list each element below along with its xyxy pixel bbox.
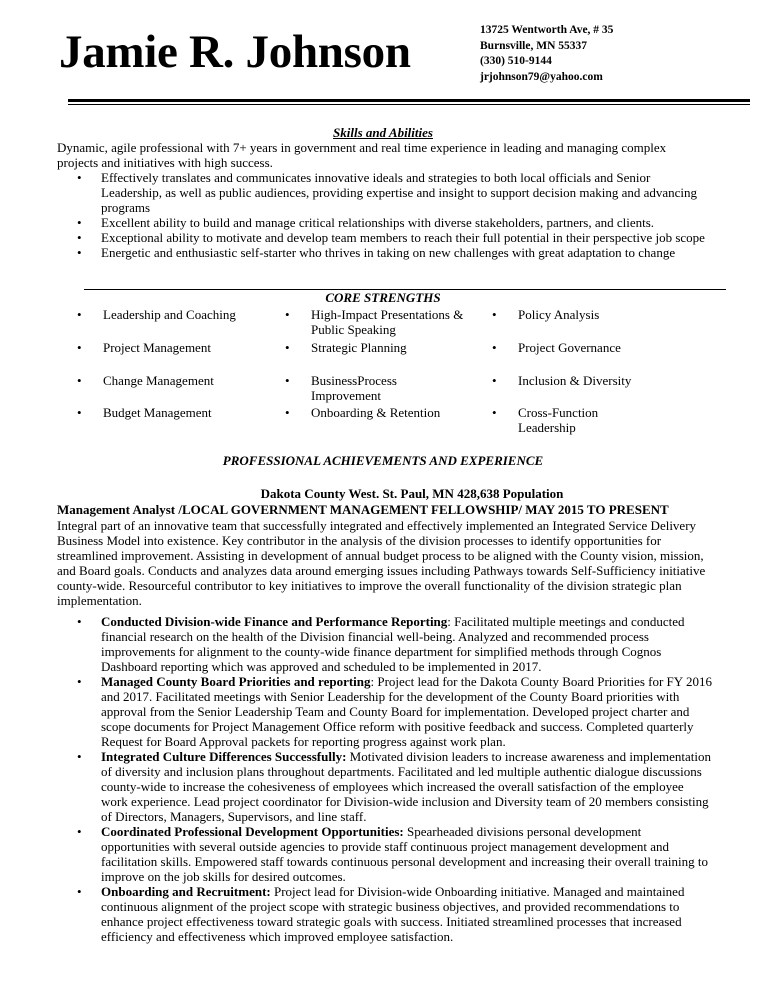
skills-title: Skills and Abilities <box>333 125 433 140</box>
achievement-lead: Integrated Culture Differences Successfully: <box>101 749 347 764</box>
achievement-text: Motivated division leaders to increase awareness and implementation of diversity and inclusion plans throughout departments. Facilitated and led multiple authentic dialogue discussions county-wide to increase the cohesiveness of employees which increased the overall satisfaction of the employee work experience. Lead project coordinator for Division-wide inclusion and Diversity team of 20 members consisting of Directors, Managers, Supervisors, and line staff. <box>101 749 712 824</box>
skills-bullet: • Excellent ability to build and manage critical relationships with diverse stakeholders, partners, and clients. <box>57 215 709 230</box>
header-rule-thick <box>68 99 750 102</box>
candidate-name: Jamie R. Johnson <box>59 26 411 78</box>
achievement-item <box>57 884 713 944</box>
achievements-list <box>57 614 713 944</box>
contact-email[interactable]: jrjohnson79@yahoo.com <box>480 70 603 83</box>
contact-city: Burnsville, MN 55337 <box>480 39 588 52</box>
achievement-item <box>57 749 713 824</box>
core-strengths-title: CORE STRENGTHS <box>325 290 441 305</box>
achievement-lead: Onboarding and Recruitment: <box>101 884 271 899</box>
achievement-item <box>57 674 713 749</box>
skills-section <box>57 125 709 260</box>
achievement-text: : Project lead for the Dakota County Board Priorities for FY 2016 and 2017. Facilitated meetings with Senior Leadership for the development of the County Board priorities with approval from the Senior Leadership Team and County Board for implementation. Developed project charter and scope documents for Project Management Office reform with positive feedback and success. Completed quarterly Request for Board Approval packets for reporting progress against work plan. <box>101 674 712 749</box>
resume-page: Jamie R. Johnson 13725 Wentworth Ave, # 35 Burnsville, MN 55337 (330) 510-9144 jrjohnson79@yahoo.com Skills and Abilities Dynamic, agile professional with 7+ years in government and real time experience in leading and managing complex projects and initiatives with high success. • Effectively translates and communicates innovative ideals and strategies to both local officials and Senior Leadership, as well as public audiences, providing expertise and insight to support decision making and advancing programs • Excellent ability to build and manage critical relationships with diverse stakeholders, partners, and clients. • Exceptional ability to motivate and develop team members to reach their full potential in their perspective job scope • Energetic and enthusiastic self-starter who thrives in taking on new challenges with great adaptation to change CORE STRENGTHS • Leadership and Coaching • Project Management • Change Management • Budget Management • High-Impact Presentations & Public Speaking • Strategic Planning • BusinessProcess Improvement • Onboarding & Retention • Policy Analysis • Project Governance • Inclusion & Diversity • Cross-Function Leadership PROFESSIONAL ACHIEVEMENTS AND EXPERIENCE Dakota County West. St. Paul, MN 428,638 Population Management Analyst /LOCAL GOVERNMENT MANAGEMENT FELLOWSHIP/ MAY 2015 TO PRESENT Integral part of an innovative team that successfully integrated and effectively implemented an Integrated Service Delivery Business Model into existence. Key contributor in the analysis of the division processes to identify opportunities for streamlined improvement. Assisting in development of annual budget process to be aligned with the County vision, mission, and Board goals. Conducts and analyzes data around emerging issues including Pathways towards Self-Sufficiency initiative county-wide. Resourceful contributor to key initiatives to improve the overall functionality of the division strategic plan implementation. • Conducted Division-wide Finance and Performance Reporting: Facilitated multiple meetings and conducted financial research on the health of the Division financial well-being. Analyzed and recommended process improvements for alignment to the county-wide finance department for simplified methods through Cognos Dashboard reporting which was approved and scheduled to be implemented in 2017. • Managed County Board Priorities and reporting: Project lead for the Dakota County Board Priorities for FY 2016 and 2017. Facilitated meetings with Senior Leadership for the development of the County Board priorities with approval from the Senior Leadership Team and County Board for implementation. Developed project charter and scope documents for Project Management Office reform with positive feedback and success. Completed quarterly Request for Board Approval packets for reporting progress against work plan. • Integrated Culture Differences Successfully: Motivated division leaders to increase awareness and implementation of diversity and inclusion plans throughout departments. Facilitated and led multiple authentic dialogue discussions county-wide to increase the cohesiveness of employees which increased the overall satisfaction of the employee work experience. Lead project coordinator for Division-wide inclusion and Diversity team of 20 members consisting of Directors, Managers, Supervisors, and line staff. • Coordinated Professional Development Opportunities: Spearheaded divisions personal development opportunities with several outside agencies to provide staff continuous project management development and facilitation skills. Empowered staff towards continuous personal development and increasing their overall training to improve on the job skills for desired outcomes. • Onboarding and Recruitment: Project lead for Division-wide Onboarding initiative. Managed and maintained continuous alignment of the project scope with strategic business objectives, and provided recommendations to enhance project effectiveness toward strategic goals with success. Initiated streamlined processes that increased efficiency and effectiveness which improved employee satisfaction. <box>0 0 768 994</box>
skills-summary: Dynamic, agile professional with 7+ years in government and real time experience in leading and managing complex projects and initiatives with high success. <box>57 140 667 170</box>
achievement-item <box>57 824 713 884</box>
skills-bullet: • Exceptional ability to motivate and develop team members to reach their full potential in their perspective job scope <box>57 230 709 245</box>
achievement-text: Spearheaded divisions personal development opportunities with several outside agencies to provide staff continuous project management development and facilitation skills. Empowered staff towards continuous personal development and increasing their overall training to improve on the job skills for desired outcomes. <box>101 824 708 884</box>
achievement-text: : Facilitated multiple meetings and conducted financial research on the health of the Division financial well-being. Analyzed and recommended process improvements for alignment to the county-wide finance department for simplified methods through Cognos Dashboard reporting which was approved and scheduled to be implemented in 2017. <box>101 614 685 674</box>
achievement-lead: Coordinated Professional Development Opportunities: <box>101 824 404 839</box>
contact-address: 13725 Wentworth Ave, # 35 <box>480 24 614 36</box>
header-rule-thin <box>68 104 750 105</box>
employer-line: Dakota County West. St. Paul, MN 428,638 Population <box>260 486 564 501</box>
achievement-lead: Managed County Board Priorities and reporting <box>101 674 371 689</box>
achievement-item <box>57 614 713 674</box>
skills-bullet: • Effectively translates and communicates innovative ideals and strategies to both local officials and Senior Leadership, as well as public audiences, providing expertise and insight to support decision making and advancing programs <box>57 170 709 215</box>
contact-block <box>480 23 613 85</box>
achievement-lead: Conducted Division-wide Finance and Performance Reporting <box>101 614 448 629</box>
skills-list <box>57 170 709 260</box>
experience-title: PROFESSIONAL ACHIEVEMENTS AND EXPERIENCE <box>222 453 544 468</box>
contact-phone: (330) 510-9144 <box>480 55 552 67</box>
achievement-text: Project lead for Division-wide Onboarding initiative. Managed and maintained continuous alignment of the project scope with strategic business objectives, and provided recommendations to enhance project effectiveness toward strategic goals with success. Initiated streamlined processes that increased efficiency and effectiveness which improved employee satisfaction. <box>101 884 685 944</box>
job-title: Management Analyst /LOCAL GOVERNMENT MANAGEMENT FELLOWSHIP/ MAY 2015 TO PRESENT <box>57 502 669 517</box>
skills-bullet: • Energetic and enthusiastic self-starter who thrives in taking on new challenges with great adaptation to change <box>57 245 709 260</box>
job-description: Integral part of an innovative team that successfully integrated and effectively implemented an Integrated Service Delivery Business Model into existence. Key contributor in the analysis of the division processes to identify opportunities for streamlined improvement. Assisting in development of annual budget process to be aligned with the County vision, mission, and Board goals. Conducts and analyzes data around emerging issues including Pathways towards Self-Sufficiency initiative county-wide. Resourceful contributor to key initiatives to improve the overall functionality of the division strategic plan implementation. <box>57 518 706 608</box>
